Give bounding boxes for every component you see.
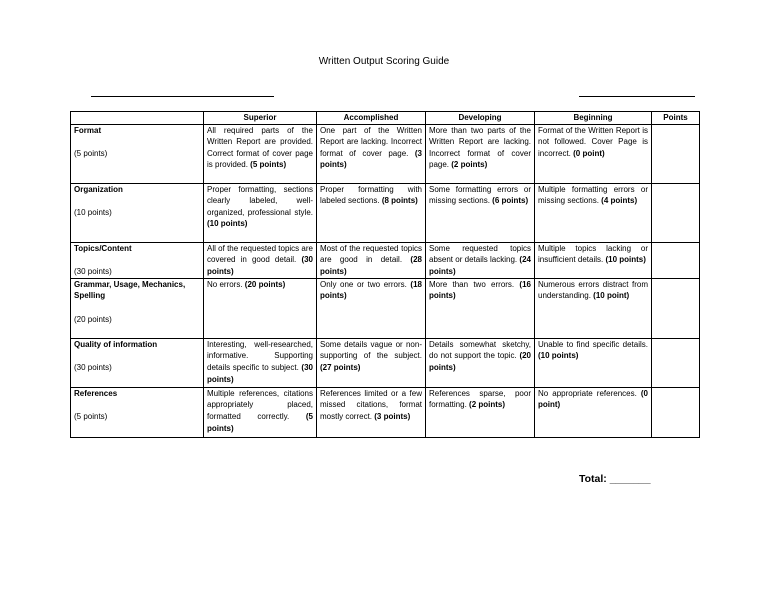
- beginning-cell: No appropriate references. (0 point): [535, 387, 652, 437]
- developing-cell: Some formatting errors or missing sections. (6 points): [426, 183, 535, 242]
- beginning-cell: Numerous errors distract from understanding. (10 point): [535, 278, 652, 338]
- criterion-cell: [71, 124, 204, 183]
- header-superior: Superior: [204, 112, 317, 125]
- total-label: Total: _______: [579, 473, 651, 485]
- table-row: [71, 242, 700, 278]
- name-blank-line: [91, 96, 274, 97]
- table-row: [71, 183, 700, 242]
- header-beginning: Beginning: [535, 112, 652, 125]
- accomplished-cell: Proper formatting with labeled sections. (8 points): [317, 183, 426, 242]
- accomplished-cell: Most of the requested topics are good in detail. (28 points): [317, 242, 426, 278]
- accomplished-cell: Only one or two errors. (18 points): [317, 278, 426, 338]
- header-points: Points: [652, 112, 700, 125]
- superior-cell: Interesting, well-researched, informative. Supporting details specific to subject. (30 points): [204, 338, 317, 387]
- accomplished-cell: One part of the Written Report are lacking. Incorrect format of cover page. (3 points): [317, 124, 426, 183]
- developing-cell: Details somewhat sketchy, do not support the topic. (20 points): [426, 338, 535, 387]
- criterion-points: (5 points): [74, 412, 108, 422]
- superior-cell: All required parts of the Written Report are provided. Correct format of cover page is provided. (5 points): [204, 124, 317, 183]
- criterion-name: Organization: [74, 184, 123, 194]
- points-cell[interactable]: [652, 338, 700, 387]
- criterion-cell: [71, 387, 204, 437]
- accomplished-cell: Some details vague or non-supporting of the subject. (27 points): [317, 338, 426, 387]
- developing-cell: References sparse, poor formatting. (2 points): [426, 387, 535, 437]
- developing-cell: More than two parts of the Written Report are lacking. Incorrect format of cover page. (2 points): [426, 124, 535, 183]
- criterion-name: Grammar, Usage, Mechanics, Spelling: [74, 279, 186, 301]
- developing-cell: Some requested topics absent or details lacking. (24 points): [426, 242, 535, 278]
- criterion-points: (5 points): [74, 149, 108, 159]
- superior-cell: Proper formatting, sections clearly labeled, well-organized, professional style. (10 points): [204, 183, 317, 242]
- criterion-cell: [71, 183, 204, 242]
- superior-cell: All of the requested topics are covered in good detail. (30 points): [204, 242, 317, 278]
- criterion-points: (10 points): [74, 208, 112, 218]
- header-row: [71, 112, 700, 125]
- criterion-name: Quality of information: [74, 339, 158, 349]
- criterion-name: Topics/Content: [74, 243, 132, 253]
- accomplished-cell: References limited or a few missed citations, format mostly correct. (3 points): [317, 387, 426, 437]
- criterion-name: Format: [74, 125, 102, 135]
- scoring-rubric-table: [70, 111, 700, 438]
- points-cell[interactable]: [652, 242, 700, 278]
- points-cell[interactable]: [652, 183, 700, 242]
- beginning-cell: Unable to find specific details. (10 points): [535, 338, 652, 387]
- header-criteria: [71, 112, 204, 125]
- table-row: [71, 124, 700, 183]
- criterion-points: (30 points): [74, 363, 112, 373]
- beginning-cell: Format of the Written Report is not followed. Cover Page is incorrect. (0 point): [535, 124, 652, 183]
- table-row: [71, 278, 700, 338]
- criterion-cell: [71, 338, 204, 387]
- table-row: [71, 387, 700, 437]
- superior-cell: Multiple references, citations appropriately placed, formatted correctly. (5 points): [204, 387, 317, 437]
- beginning-cell: Multiple formatting errors or missing sections. (4 points): [535, 183, 652, 242]
- header-accomplished: Accomplished: [317, 112, 426, 125]
- date-blank-line: [579, 96, 695, 97]
- criterion-cell: [71, 278, 204, 338]
- table-row: [71, 338, 700, 387]
- beginning-cell: Multiple topics lacking or insufficient details. (10 points): [535, 242, 652, 278]
- criterion-points: (30 points): [74, 267, 112, 277]
- criterion-points: (20 points): [74, 314, 112, 324]
- page-title: Written Output Scoring Guide: [318, 56, 450, 67]
- points-cell[interactable]: [652, 387, 700, 437]
- developing-cell: More than two errors. (16 points): [426, 278, 535, 338]
- superior-cell: No errors. (20 points): [204, 278, 317, 338]
- criterion-name: References: [74, 388, 118, 398]
- points-cell[interactable]: [652, 124, 700, 183]
- criterion-cell: [71, 242, 204, 278]
- header-developing: Developing: [426, 112, 535, 125]
- points-cell[interactable]: [652, 278, 700, 338]
